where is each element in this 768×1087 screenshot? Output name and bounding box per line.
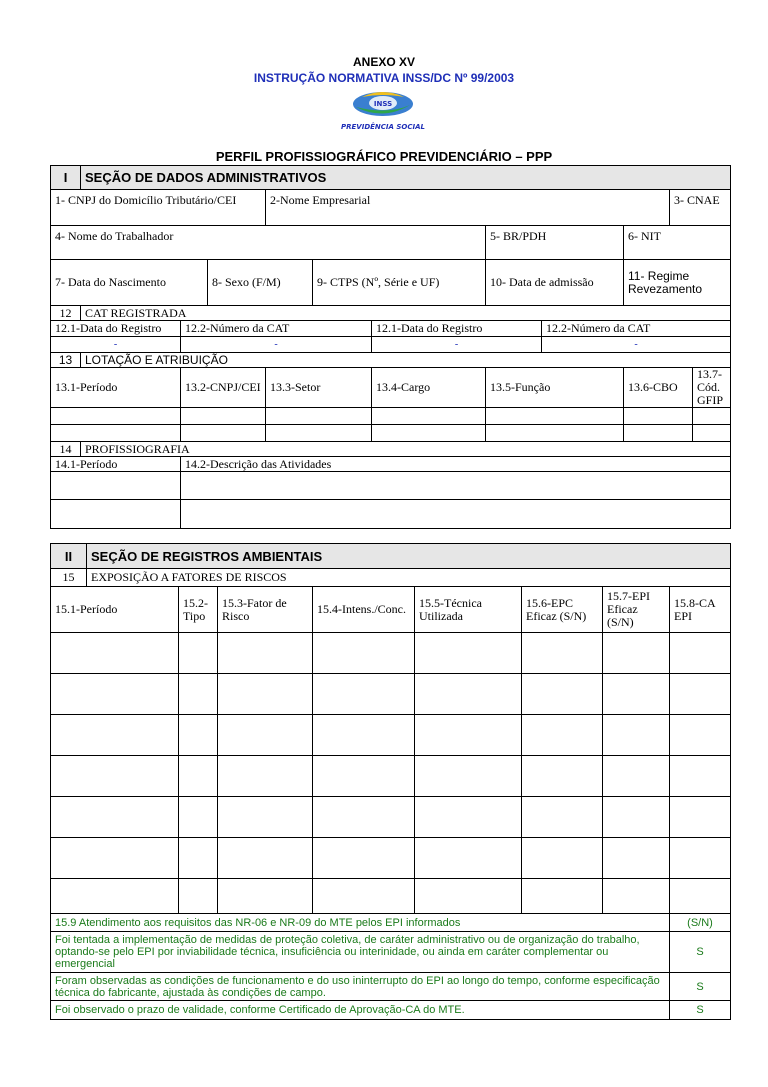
cat-header-number-1: 12.2-Número da CAT — [181, 321, 372, 337]
cat-number-1-value[interactable]: - — [181, 337, 372, 353]
profissiografia-section-title: PROFISSIOGRAFIA — [81, 442, 731, 457]
exposure-cell[interactable] — [51, 756, 179, 797]
exposure-section-title: EXPOSIÇÃO A FATORES DE RISCOS — [87, 569, 731, 587]
exposure-cell[interactable] — [522, 838, 603, 879]
lotacao-header-gfip: 13.7- Cód. GFIP — [693, 368, 731, 408]
cat-date-2-value[interactable]: - — [372, 337, 542, 353]
exposure-cell[interactable] — [670, 838, 731, 879]
cat-header-number-2: 12.2-Número da CAT — [542, 321, 731, 337]
exposure-row — [51, 879, 731, 914]
cat-section-number: 12 — [51, 306, 81, 321]
lotacao-header-function: 13.5-Função — [486, 368, 624, 408]
worker-name-field[interactable]: 4- Nome do Trabalhador — [51, 226, 486, 260]
exposure-cell[interactable] — [179, 756, 218, 797]
admission-date-field[interactable]: 10- Data de admissão — [486, 260, 624, 306]
profissiografia-cell[interactable] — [181, 472, 731, 500]
lotacao-section-title: LOTAÇÃO E ATRIBUIÇÃO — [81, 353, 731, 368]
exposure-cell[interactable] — [415, 674, 522, 715]
exposure-cell[interactable] — [313, 715, 415, 756]
exposure-cell[interactable] — [218, 674, 313, 715]
previdencia-social-logo — [338, 89, 428, 133]
profissiografia-cell[interactable] — [181, 500, 731, 529]
epi-requirement-text: Foram observadas as condições de funcionamento e do uso ininterrupto do EPI ao longo do tempo, conforme especificação técnica do fabricante, ajustada às condições de campo. — [51, 973, 670, 1001]
profissiografia-header-description: 14.2-Descrição das Atividades — [181, 457, 731, 472]
exposure-cell[interactable] — [670, 879, 731, 914]
sex-field[interactable]: 8- Sexo (F/M) — [208, 260, 313, 306]
epi-requirement-value[interactable]: S — [670, 932, 731, 973]
epi-requirements-title: 15.9 Atendimento aos requisitos das NR-06 e NR-09 do MTE pelos EPI informados — [51, 914, 670, 932]
section-title: SEÇÃO DE REGISTROS AMBIENTAIS — [87, 544, 731, 569]
section-number: II — [51, 544, 87, 569]
svg-text:PREVIDÊNCIA SOCIAL: PREVIDÊNCIA SOCIAL — [341, 123, 425, 131]
exposure-cell[interactable] — [313, 756, 415, 797]
exposure-cell[interactable] — [603, 838, 670, 879]
exposure-cell[interactable] — [313, 838, 415, 879]
company-name-field[interactable]: 2-Nome Empresarial — [266, 190, 670, 226]
exposure-cell[interactable] — [415, 797, 522, 838]
col-header-technique: 15.5-Técnica Utilizada — [415, 587, 522, 633]
exposure-cell[interactable] — [51, 633, 179, 674]
lotacao-cell[interactable] — [372, 408, 486, 425]
exposure-cell[interactable] — [603, 797, 670, 838]
epi-requirement-value[interactable]: S — [670, 973, 731, 1001]
lotacao-section-number: 13 — [51, 353, 81, 368]
exposure-cell[interactable] — [218, 633, 313, 674]
lotacao-header-period: 13.1-Período — [51, 368, 181, 408]
exposure-row — [51, 633, 731, 674]
exposure-cell[interactable] — [51, 879, 179, 914]
profissiografia-section-number: 14 — [51, 442, 81, 457]
lotacao-header-sector: 13.3-Setor — [266, 368, 372, 408]
profissiografia-cell[interactable] — [51, 472, 181, 500]
exposure-cell[interactable] — [522, 756, 603, 797]
instruction-title: INSTRUÇÃO NORMATIVA INSS/DC Nº 99/2003 — [253, 71, 515, 85]
exposure-cell[interactable] — [670, 674, 731, 715]
exposure-cell[interactable] — [522, 715, 603, 756]
exposure-cell[interactable] — [522, 633, 603, 674]
svg-text:INSS: INSS — [373, 100, 393, 108]
exposure-row — [51, 674, 731, 715]
exposure-cell[interactable] — [522, 674, 603, 715]
exposure-row — [51, 715, 731, 756]
col-header-type: 15.2-Tipo — [179, 587, 218, 633]
lotacao-cell[interactable] — [266, 408, 372, 425]
exposure-row — [51, 838, 731, 879]
exposure-cell[interactable] — [218, 797, 313, 838]
cat-header-date-2: 12.1-Data do Registro — [372, 321, 542, 337]
profissiografia-cell[interactable] — [51, 500, 181, 529]
exposure-cell[interactable] — [313, 879, 415, 914]
profissiografia-header-period: 14.1-Período — [51, 457, 181, 472]
birth-date-field[interactable]: 7- Data do Nascimento — [51, 260, 208, 306]
shift-regime-field[interactable]: 11- Regime Revezamento — [624, 260, 731, 306]
lotacao-cell[interactable] — [486, 408, 624, 425]
cat-number-2-value[interactable]: - — [542, 337, 731, 353]
epi-requirements-sn-header: (S/N) — [670, 914, 731, 932]
exposure-row — [51, 756, 731, 797]
cat-header-date-1: 12.1-Data do Registro — [51, 321, 181, 337]
lotacao-header-cbo: 13.6-CBO — [624, 368, 693, 408]
section-title: SEÇÃO DE DADOS ADMINISTRATIVOS — [81, 166, 731, 190]
lotacao-cell[interactable] — [693, 408, 731, 425]
br-pdh-field[interactable]: 5- BR/PDH — [486, 226, 624, 260]
exposure-cell[interactable] — [670, 756, 731, 797]
col-header-epi: 15.7-EPI Eficaz (S/N) — [603, 587, 670, 633]
lotacao-cell[interactable] — [51, 408, 181, 425]
section-environmental-table — [50, 543, 731, 1020]
lotacao-cell[interactable] — [624, 408, 693, 425]
col-header-ca-epi: 15.8-CA EPI — [670, 587, 731, 633]
section-administrative-table — [50, 165, 731, 529]
exposure-cell[interactable] — [218, 838, 313, 879]
exposure-cell[interactable] — [670, 797, 731, 838]
exposure-cell[interactable] — [218, 715, 313, 756]
lotacao-cell[interactable] — [181, 425, 266, 442]
exposure-cell[interactable] — [51, 674, 179, 715]
exposure-cell[interactable] — [179, 674, 218, 715]
col-header-risk-factor: 15.3-Fator de Risco — [218, 587, 313, 633]
epi-requirement-value[interactable]: S — [670, 1001, 731, 1020]
exposure-cell[interactable] — [603, 879, 670, 914]
ctps-field[interactable]: 9- CTPS (Nº, Série e UF) — [313, 260, 486, 306]
cnpj-field[interactable]: 1- CNPJ do Domicílio Tributário/CEI — [51, 190, 266, 226]
section-number: I — [51, 166, 81, 190]
lotacao-header-cnpj: 13.2-CNPJ/CEI — [181, 368, 266, 408]
exposure-cell[interactable] — [603, 633, 670, 674]
nit-field[interactable]: 6- NIT — [624, 226, 731, 260]
lotacao-cell[interactable] — [51, 425, 181, 442]
exposure-cell[interactable] — [51, 838, 179, 879]
exposure-cell[interactable] — [51, 715, 179, 756]
lotacao-header-position: 13.4-Cargo — [372, 368, 486, 408]
document-title: PERFIL PROFISSIOGRÁFICO PREVIDENCIÁRIO – PPP — [215, 149, 553, 164]
col-header-period: 15.1-Período — [51, 587, 179, 633]
exposure-cell[interactable] — [313, 797, 415, 838]
epi-requirement-text: Foi observado o prazo de validade, conforme Certificado de Aprovação-CA do MTE. — [51, 1001, 670, 1020]
exposure-cell[interactable] — [179, 838, 218, 879]
lotacao-cell[interactable] — [372, 425, 486, 442]
cat-date-1-value[interactable]: - — [51, 337, 181, 353]
exposure-cell[interactable] — [179, 633, 218, 674]
col-header-intensity: 15.4-Intens./Conc. — [313, 587, 415, 633]
cnae-field[interactable]: 3- CNAE — [670, 190, 731, 226]
lotacao-cell[interactable] — [486, 425, 624, 442]
exposure-cell[interactable] — [415, 756, 522, 797]
exposure-cell[interactable] — [415, 879, 522, 914]
annex-title: ANEXO XV — [352, 55, 415, 69]
exposure-cell[interactable] — [179, 797, 218, 838]
col-header-epc: 15.6-EPC Eficaz (S/N) — [522, 587, 603, 633]
exposure-cell[interactable] — [218, 756, 313, 797]
exposure-row — [51, 797, 731, 838]
exposure-cell[interactable] — [603, 715, 670, 756]
exposure-cell[interactable] — [603, 674, 670, 715]
epi-requirement-text: Foi tentada a implementação de medidas de proteção coletiva, de caráter administrativo ou de organização do trabalho, optando-se pelo EPI por inviabilidade técnica, insuficiência ou interinidade, ou ainda em caráter complementar ou emergencial — [51, 932, 670, 973]
exposure-cell[interactable] — [415, 838, 522, 879]
lotacao-cell[interactable] — [624, 425, 693, 442]
lotacao-cell[interactable] — [181, 408, 266, 425]
exposure-cell[interactable] — [670, 715, 731, 756]
exposure-cell[interactable] — [522, 879, 603, 914]
exposure-cell[interactable] — [313, 674, 415, 715]
exposure-cell[interactable] — [415, 715, 522, 756]
exposure-cell[interactable] — [179, 879, 218, 914]
exposure-cell[interactable] — [522, 797, 603, 838]
exposure-cell[interactable] — [218, 879, 313, 914]
exposure-section-number: 15 — [51, 569, 87, 587]
cat-section-title: CAT REGISTRADA — [81, 306, 731, 321]
exposure-cell[interactable] — [51, 797, 179, 838]
exposure-cell[interactable] — [603, 756, 670, 797]
exposure-cell[interactable] — [313, 633, 415, 674]
lotacao-cell[interactable] — [693, 425, 731, 442]
lotacao-cell[interactable] — [266, 425, 372, 442]
exposure-cell[interactable] — [179, 715, 218, 756]
exposure-cell[interactable] — [670, 633, 731, 674]
exposure-cell[interactable] — [415, 633, 522, 674]
